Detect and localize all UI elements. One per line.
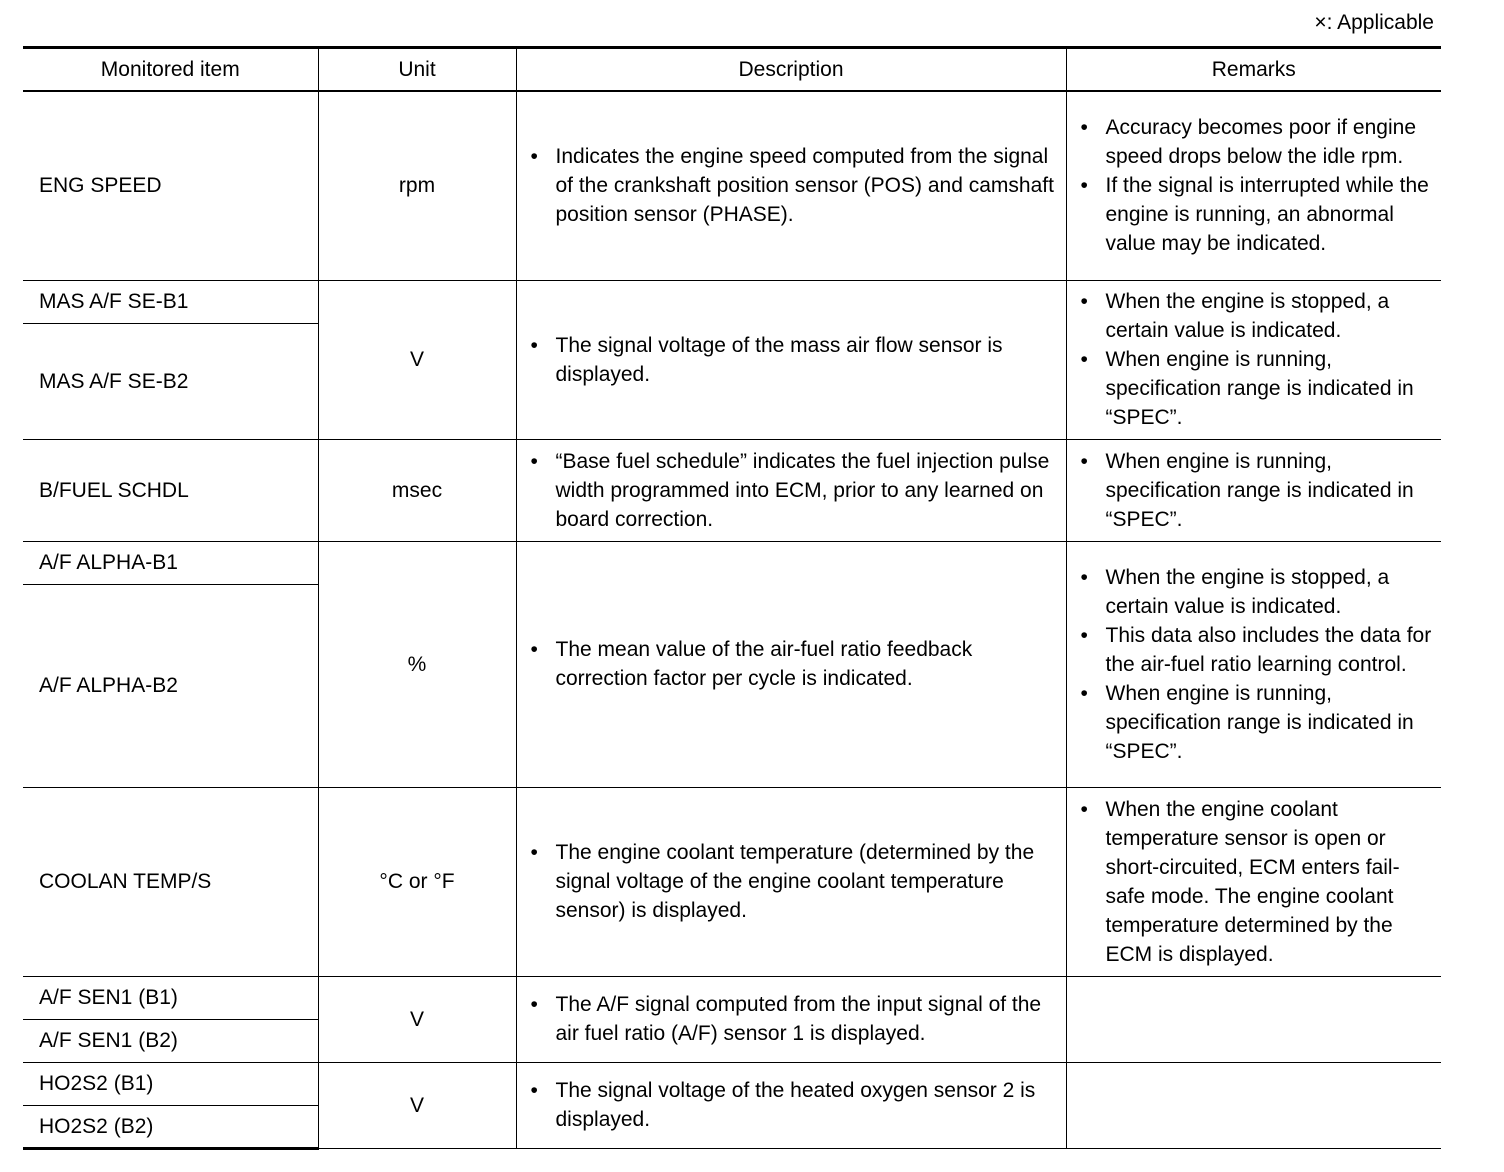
header-remarks: Remarks — [1066, 48, 1441, 92]
remark-bullet: • When engine is running, specification range is indicated in “SPEC”. — [1081, 345, 1436, 432]
description-cell — [516, 280, 1066, 439]
remarks-cell — [1066, 91, 1441, 280]
description-cell — [516, 1062, 1066, 1148]
monitored-item: A/F ALPHA-B1 — [23, 541, 318, 584]
monitored-item: COOLAN TEMP/S — [23, 787, 318, 976]
remark-bullet: • If the signal is interrupted while the engine is running, an abnormal value may be indicated. — [1081, 171, 1436, 258]
description-cell — [516, 541, 1066, 787]
header-monitored-item: Monitored item — [23, 48, 318, 92]
remarks-cell — [1066, 976, 1441, 1062]
table-row — [23, 541, 1441, 584]
table-row — [23, 280, 1441, 323]
monitor-table — [23, 46, 1441, 1150]
remarks-cell — [1066, 439, 1441, 541]
monitored-item: A/F ALPHA-B2 — [23, 584, 318, 787]
remarks-cell — [1066, 787, 1441, 976]
monitored-item: A/F SEN1 (B1) — [23, 976, 318, 1019]
remark-bullet: • When engine is running, specification range is indicated in “SPEC”. — [1081, 447, 1436, 534]
monitored-item: HO2S2 (B2) — [23, 1105, 318, 1148]
remark-bullet: • When the engine is stopped, a certain value is indicated. — [1081, 563, 1436, 621]
description-cell — [516, 976, 1066, 1062]
remarks-cell — [1066, 541, 1441, 787]
description-bullet: • Indicates the engine speed computed from the signal of the crankshaft position sensor (POS) and camshaft position sensor (PHASE). — [531, 142, 1060, 229]
table-row — [23, 91, 1441, 280]
monitored-item: HO2S2 (B1) — [23, 1062, 318, 1105]
description-cell — [516, 439, 1066, 541]
description-bullet: • The A/F signal computed from the input signal of the air fuel ratio (A/F) sensor 1 is displayed. — [531, 990, 1060, 1048]
monitored-item: MAS A/F SE-B2 — [23, 323, 318, 439]
unit-cell: V — [318, 280, 516, 439]
table-row — [23, 1062, 1441, 1105]
unit-cell: V — [318, 1062, 516, 1148]
description-bullet: • The signal voltage of the mass air flow sensor is displayed. — [531, 331, 1060, 389]
remark-bullet: • When the engine coolant temperature sensor is open or short-circuited, ECM enters fail-safe mode. The engine coolant temperature determined by the ECM is displayed. — [1081, 795, 1436, 969]
remark-bullet: • When engine is running, specification range is indicated in “SPEC”. — [1081, 679, 1436, 766]
description-bullet: • The signal voltage of the heated oxygen sensor 2 is displayed. — [531, 1076, 1060, 1134]
monitored-item: B/FUEL SCHDL — [23, 439, 318, 541]
description-bullet: • “Base fuel schedule” indicates the fuel injection pulse width programmed into ECM, prior to any learned on board correction. — [531, 447, 1060, 534]
applicable-legend: ×: Applicable — [1314, 11, 1434, 34]
monitored-item: MAS A/F SE-B1 — [23, 280, 318, 323]
remarks-cell — [1066, 1062, 1441, 1148]
remark-bullet: • This data also includes the data for the air-fuel ratio learning control. — [1081, 621, 1436, 679]
description-bullet: • The engine coolant temperature (determined by the signal voltage of the engine coolant temperature sensor) is displayed. — [531, 838, 1060, 925]
table-row — [23, 787, 1441, 976]
table-row — [23, 439, 1441, 541]
description-cell — [516, 91, 1066, 280]
unit-cell: °C or °F — [318, 787, 516, 976]
unit-cell: % — [318, 541, 516, 787]
unit-cell: rpm — [318, 91, 516, 280]
table-row — [23, 976, 1441, 1019]
unit-cell: V — [318, 976, 516, 1062]
monitored-item: A/F SEN1 (B2) — [23, 1019, 318, 1062]
monitored-item: ENG SPEED — [23, 91, 318, 280]
unit-cell: msec — [318, 439, 516, 541]
remark-bullet: • When the engine is stopped, a certain value is indicated. — [1081, 287, 1436, 345]
remark-bullet: • Accuracy becomes poor if engine speed drops below the idle rpm. — [1081, 113, 1436, 171]
description-cell — [516, 787, 1066, 976]
header-row — [23, 48, 1441, 92]
header-unit: Unit — [318, 48, 516, 92]
remarks-cell — [1066, 280, 1441, 439]
description-bullet: • The mean value of the air-fuel ratio feedback correction factor per cycle is indicated. — [531, 635, 1060, 693]
header-description: Description — [516, 48, 1066, 92]
